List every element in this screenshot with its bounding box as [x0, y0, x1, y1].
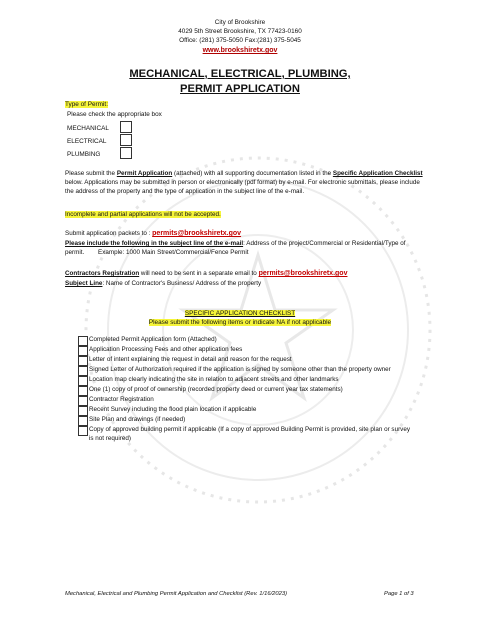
checklist-item-1: Completed Permit Application form (Attached)	[89, 336, 217, 343]
city-phone: Office: (281) 375-5050 Fax:(281) 375-5045	[179, 37, 301, 44]
permit-option-electrical-label: ELECTRICAL	[67, 138, 107, 145]
permit-option-mechanical-checkbox[interactable]	[120, 121, 132, 133]
subject-instructions: Please include the following in the subject line of the e-mail: Address of the project/Commercial or Residential/Type of permit.	[65, 240, 406, 256]
checklist-checkbox-9[interactable]	[78, 416, 88, 426]
checklist-item-4: Signed Letter of Authorization required if the application is signed by someone other than the property owner	[89, 366, 391, 373]
website-link[interactable]: www.brookshiretx.gov	[202, 47, 278, 54]
permit-option-electrical-checkbox[interactable]	[120, 134, 132, 146]
county-seal-watermark	[78, 150, 438, 510]
incomplete-notice: Incomplete and partial applications will not be accepted.	[65, 211, 221, 218]
title-line-1: MECHANICAL, ELECTRICAL, PLUMBING,	[129, 68, 351, 80]
specific-checklist-link[interactable]: Specific Application Checklist	[332, 170, 423, 177]
subject-line-text: : Name of Contractor's Business/ Address of the property	[102, 280, 262, 287]
checklist-item-10: Copy of approved building permit if applicable (If a copy of approved Building Permit is provided, site plan or survey is not required)	[89, 426, 410, 442]
checklist-checkbox-2[interactable]	[78, 346, 88, 356]
permit-type-heading: Type of Permit:	[65, 101, 108, 108]
checklist-checkbox-3[interactable]	[78, 356, 88, 366]
checklist-checkbox-8[interactable]	[78, 406, 88, 416]
permit-option-plumbing-label: PLUMBING	[67, 151, 101, 158]
subject-example: Example: 1000 Main Street/Commercial/Fence Permit	[98, 249, 249, 256]
checklist-checkbox-1[interactable]	[78, 336, 88, 346]
checklist-checkbox-4[interactable]	[78, 366, 88, 376]
permit-option-plumbing-checkbox[interactable]	[120, 147, 132, 159]
checklist-item-5: Location map clearly indicating the site in relation to adjacent streets and other landmarks	[89, 376, 339, 383]
permit-type-instruction: Please check the appropriate box	[67, 111, 162, 118]
checklist-item-9: Site Plan and drawings (if needed)	[89, 416, 186, 423]
submit-label: Submit application packets to :	[65, 230, 151, 237]
subject-line-label: Subject Line	[65, 280, 103, 287]
checklist-item-2: Application Processing Fees and other application fees	[89, 346, 243, 353]
city-address: 4029 5th Street Brookshire, TX 77423-0160	[178, 28, 302, 35]
checklist-checkbox-5[interactable]	[78, 376, 88, 386]
title-line-2: PERMIT APPLICATION	[180, 83, 300, 95]
checklist-item-3: Letter of intent explaining the request in detail and reason for the request	[89, 356, 292, 363]
checklist-checkbox-7[interactable]	[78, 396, 88, 406]
checklist-heading: SPECIFIC APPLICATION CHECKLIST	[184, 310, 296, 317]
checklist-item-6: One (1) copy of proof of ownership (recorded property deed or current year tax statements)	[89, 386, 343, 393]
contractors-registration-label: Contractors Registration	[65, 270, 140, 277]
checklist-checkbox-10[interactable]	[78, 426, 88, 436]
checklist-item-7: Contractor Registration	[89, 396, 154, 403]
contractors-email-link[interactable]: permits@brookshiretx.gov	[258, 270, 348, 277]
permit-application-link[interactable]: Permit Application	[116, 170, 173, 177]
checklist-item-8: Recent Survey including the flood plain location if applicable	[89, 406, 257, 413]
checklist-checkbox-6[interactable]	[78, 386, 88, 396]
permit-option-mechanical-label: MECHANICAL	[67, 125, 109, 132]
footer-document-title: Mechanical, Electrical and Plumbing Permit Application and Checklist (Rev. 1/16/2023)	[65, 591, 287, 597]
intro-paragraph: Please submit the Permit Application (attached) with all supporting documentation listed in the Specific Application Checklist below. Applications may be submitted in person or electronically (pdf format) by e-mail. For electronic submittals, please include the address of the property and the type of application in the subject line of the e-mail.	[65, 170, 423, 195]
checklist-subheading: Please submit the following items or indicate NA if not applicable	[148, 319, 332, 326]
submit-email-link[interactable]: permits@brookshiretx.gov	[152, 230, 242, 237]
footer-page-number: Page 1 of 3	[384, 591, 414, 597]
city-name: City of Brookshire	[214, 19, 266, 26]
